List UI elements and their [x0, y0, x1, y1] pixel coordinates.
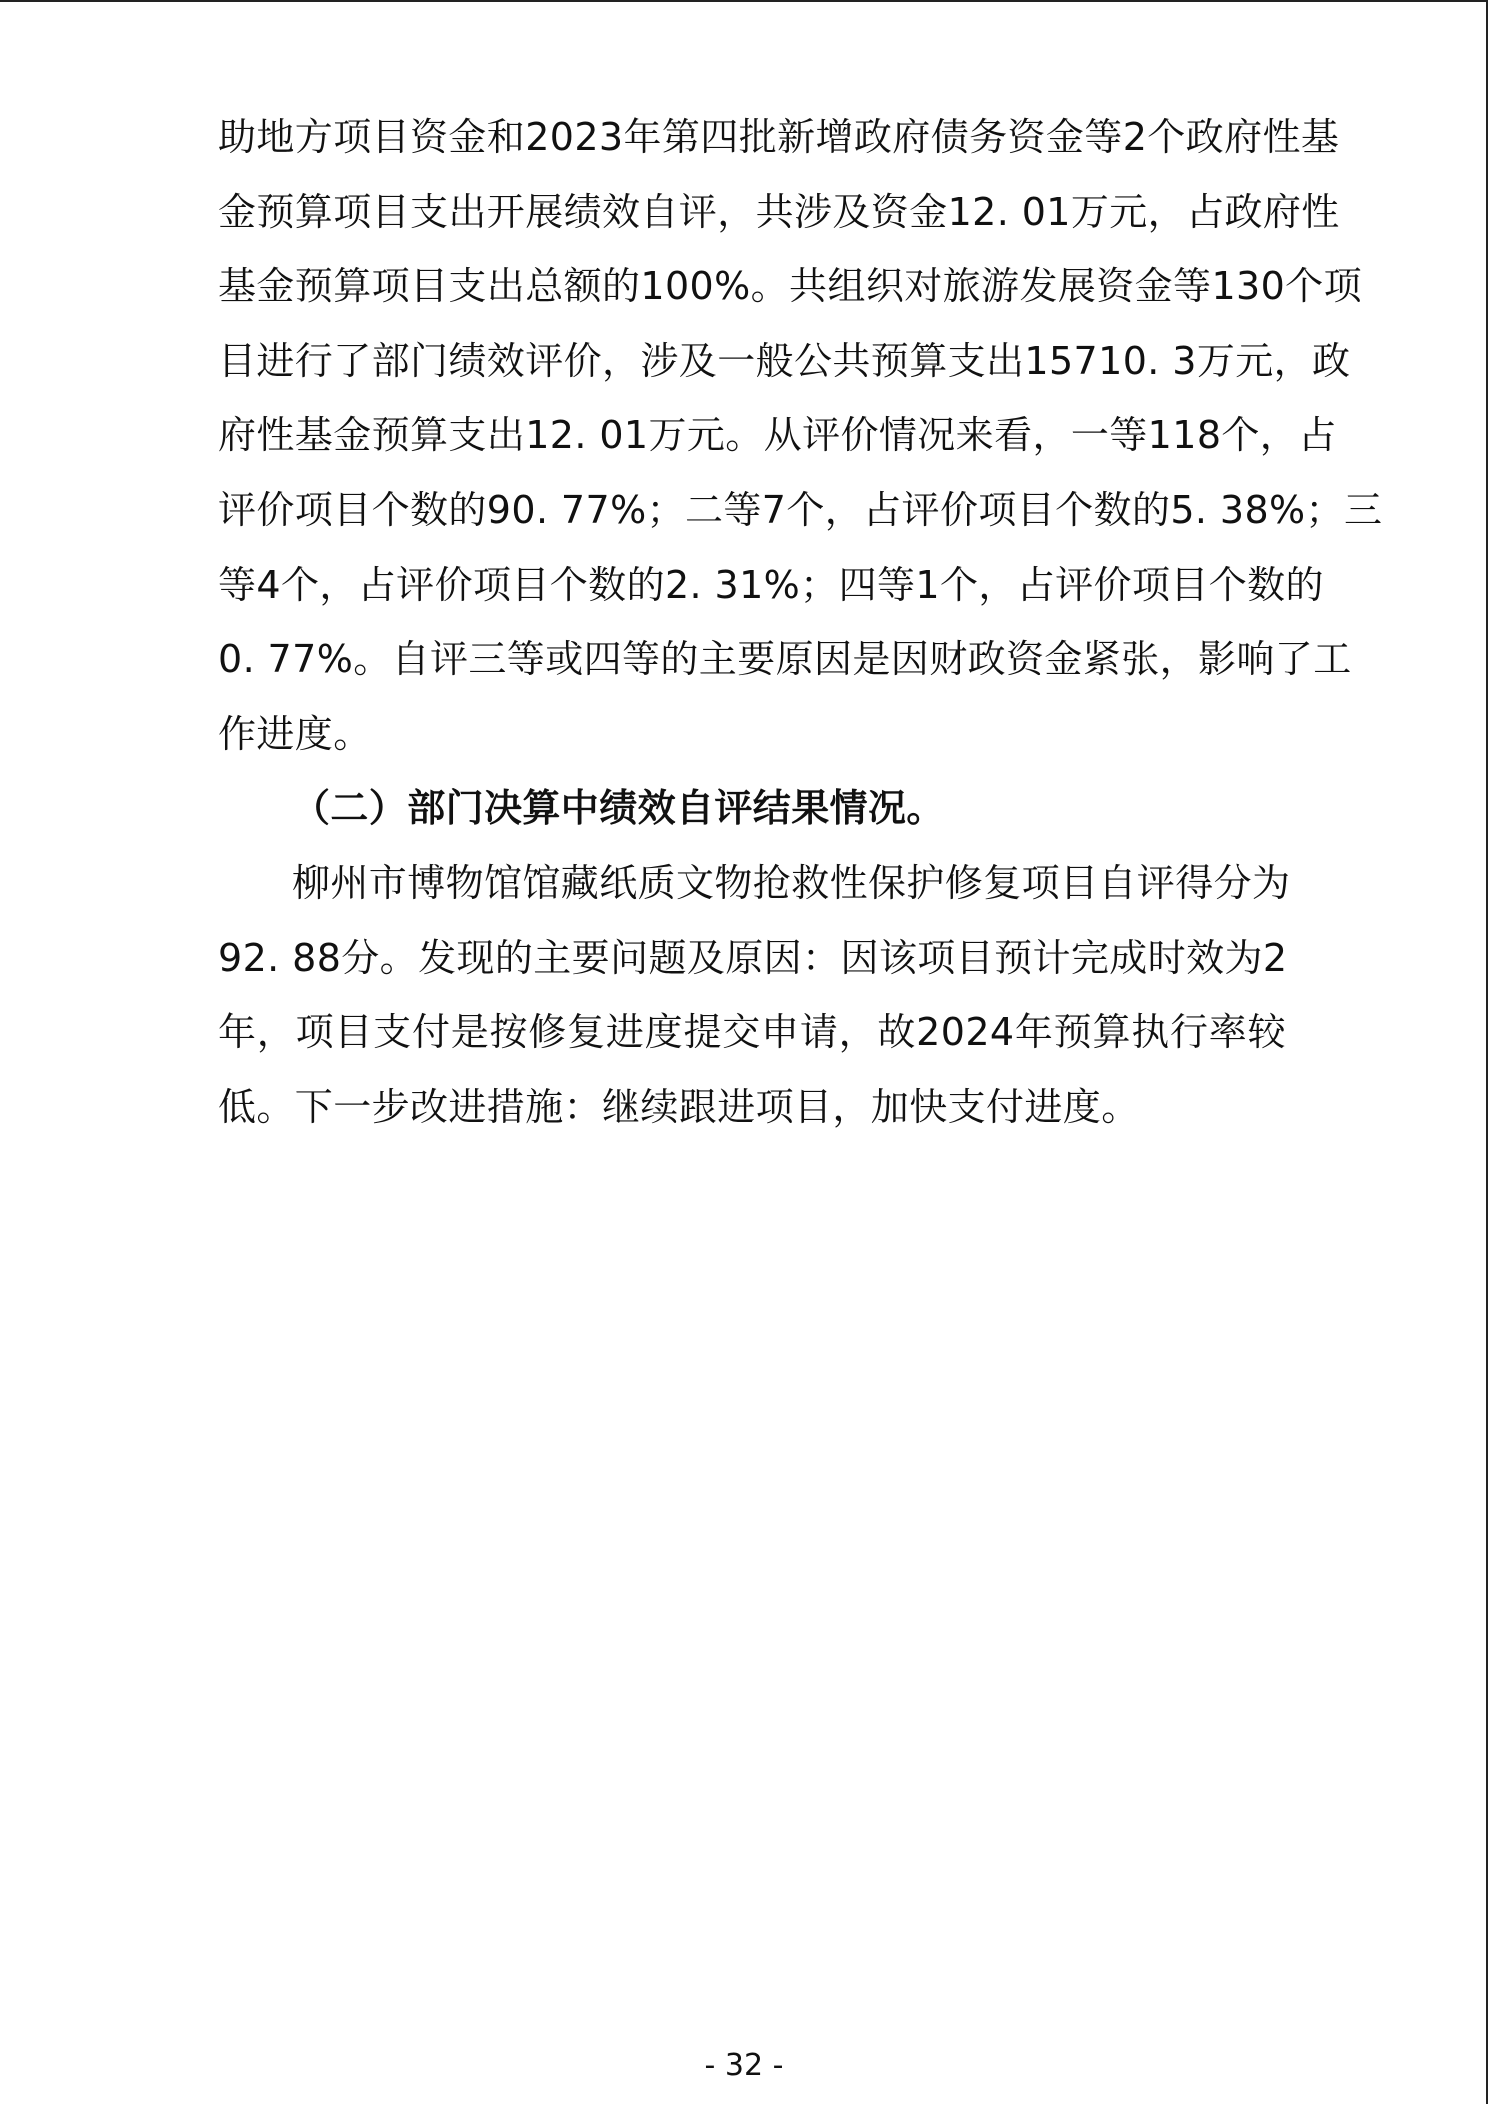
paragraph-line: 92. 88分。发现的主要问题及原因：因该项目预计完成时效为2 [218, 935, 1288, 980]
paragraph-line: 低。下一步改进措施：继续跟进项目，加快支付进度。 [218, 1084, 1140, 1129]
paragraph-line: 0. 77%。自评三等或四等的主要原因是因财政资金紧张，影响了工 [218, 637, 1352, 682]
paragraph-performance-evaluation [218, 100, 1383, 771]
paragraph-line: 等4个，占评价项目个数的2. 31%；四等1个，占评价项目个数的 [218, 562, 1324, 607]
page-number: - 32 - [704, 2048, 784, 2083]
paragraph-line: 基金预算项目支出总额的100%。共组织对旅游发展资金等130个项 [218, 264, 1362, 309]
paragraph-line: 作进度。 [218, 711, 372, 756]
paragraph-line: 目进行了部门绩效评价，涉及一般公共预算支出15710. 3万元，政 [218, 338, 1351, 383]
document-body [218, 100, 1383, 1144]
paragraph-line: 年，项目支付是按修复进度提交申请，故2024年预算执行率较 [218, 1010, 1286, 1055]
paragraph-self-evaluation-result [218, 846, 1291, 1144]
paragraph-line: 助地方项目资金和2023年第四批新增政府债务资金等2个政府性基 [218, 115, 1340, 159]
paragraph-line: 柳州市博物馆馆藏纸质文物抢救性保护修复项目自评得分为 [292, 860, 1291, 905]
paragraph-line: 评价项目个数的90. 77%；二等7个，占评价项目个数的5. 38%；三 [218, 487, 1383, 532]
section-heading: （二）部门决算中绩效自评结果情况。 [292, 786, 945, 831]
paragraph-line: 府性基金预算支出12. 01万元。从评价情况来看，一等118个，占 [218, 413, 1337, 458]
paragraph-line: 金预算项目支出开展绩效自评，共涉及资金12. 01万元，占政府性 [218, 189, 1340, 234]
